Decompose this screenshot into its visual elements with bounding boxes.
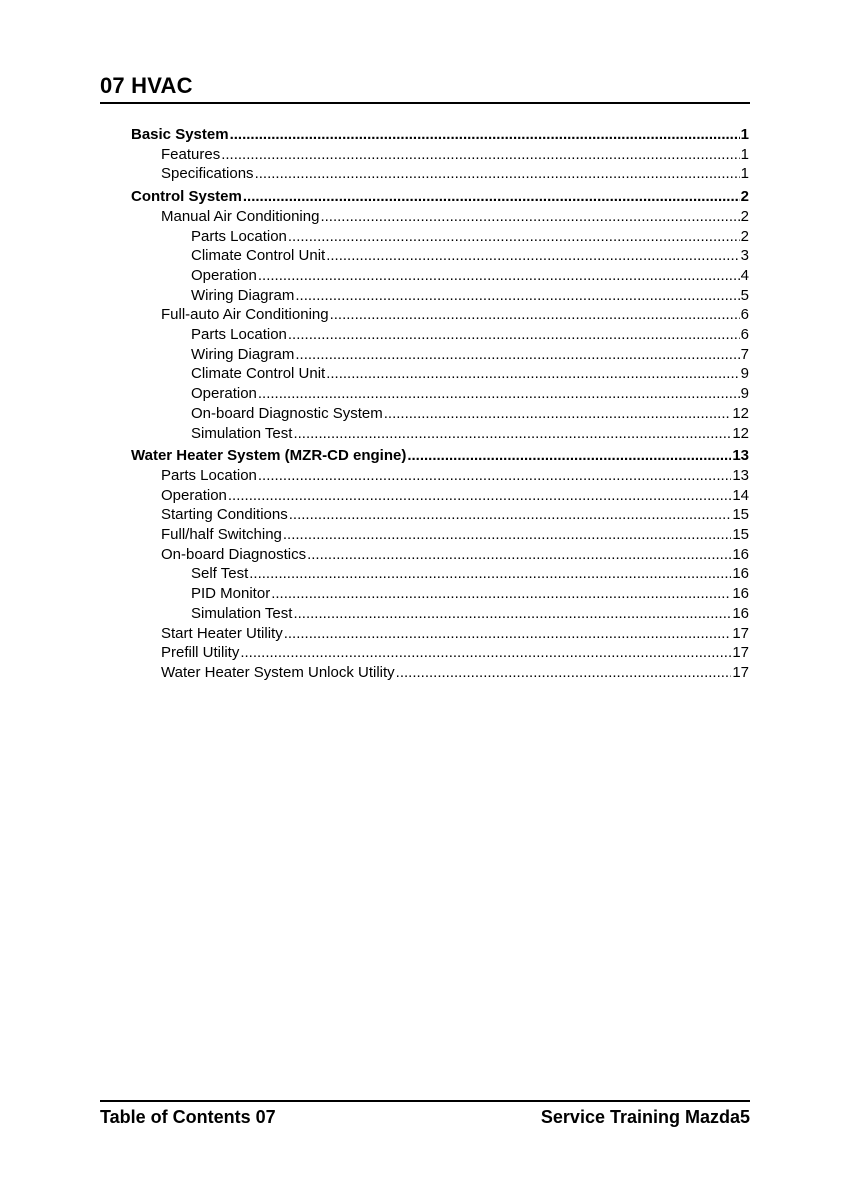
toc-entry[interactable] bbox=[131, 643, 749, 663]
toc-entry[interactable] bbox=[131, 207, 749, 227]
toc-entry-title: Parts Location bbox=[191, 326, 287, 344]
footer-left-text: Table of Contents 07 bbox=[100, 1107, 276, 1127]
toc-entry-page-number: 13 bbox=[732, 447, 749, 465]
toc-dot-leader bbox=[288, 325, 740, 345]
toc-entry-page-number: 1 bbox=[740, 165, 749, 183]
toc-dot-leader bbox=[228, 486, 731, 506]
toc-entry-title: Start Heater Utility bbox=[161, 624, 283, 642]
toc-entry[interactable] bbox=[131, 364, 749, 384]
toc-entry[interactable] bbox=[131, 227, 749, 247]
toc-dot-leader bbox=[293, 424, 731, 444]
toc-entry-title: On-board Diagnostic System bbox=[191, 404, 383, 422]
toc-entry-title: PID Monitor bbox=[191, 585, 271, 603]
toc-entry-title: Full-auto Air Conditioning bbox=[161, 306, 329, 324]
toc-dot-leader bbox=[258, 466, 731, 486]
toc-entry-title: Parts Location bbox=[191, 227, 287, 245]
toc-dot-leader bbox=[384, 404, 732, 424]
toc-entry-title: Self Test bbox=[191, 565, 249, 583]
toc-entry-page-number: 16 bbox=[732, 585, 749, 603]
toc-entry-title: Climate Control Unit bbox=[191, 365, 326, 383]
page-footer bbox=[100, 1100, 750, 1129]
toc-entry-page-number: 2 bbox=[740, 227, 749, 245]
toc-dot-leader bbox=[293, 604, 731, 624]
toc-entry[interactable] bbox=[131, 525, 749, 545]
toc-entry[interactable] bbox=[131, 446, 749, 466]
toc-dot-leader bbox=[243, 187, 740, 207]
toc-entry-page-number: 1 bbox=[740, 145, 749, 163]
toc-entry-title: On-board Diagnostics bbox=[161, 545, 307, 563]
toc-entry[interactable] bbox=[131, 286, 749, 306]
toc-entry[interactable] bbox=[131, 584, 749, 604]
toc-entry-title: Full/half Switching bbox=[161, 526, 282, 544]
toc-entry-title: Features bbox=[161, 145, 221, 163]
toc-dot-leader bbox=[240, 643, 731, 663]
toc-entry-page-number: 15 bbox=[732, 506, 749, 524]
toc-dot-leader bbox=[230, 125, 740, 145]
toc-entry-page-number: 12 bbox=[732, 424, 749, 442]
toc-entry-title: Manual Air Conditioning bbox=[161, 207, 320, 225]
toc-entry-page-number: 15 bbox=[732, 526, 749, 544]
toc-dot-leader bbox=[283, 525, 731, 545]
toc-dot-leader bbox=[407, 446, 731, 466]
toc-entry-title: Water Heater System (MZR-CD engine) bbox=[131, 447, 407, 465]
toc-entry[interactable] bbox=[131, 266, 749, 286]
toc-entry[interactable] bbox=[131, 187, 749, 207]
toc-entry-title: Operation bbox=[161, 486, 227, 504]
toc-entry-page-number: 3 bbox=[740, 247, 749, 265]
toc-entry-title: Specifications bbox=[161, 165, 254, 183]
toc-entry-page-number: 16 bbox=[732, 604, 749, 622]
toc-entry[interactable] bbox=[131, 505, 749, 525]
toc-entry-title: Prefill Utility bbox=[161, 644, 240, 662]
toc-entry[interactable] bbox=[131, 404, 749, 424]
toc-entry[interactable] bbox=[131, 545, 749, 565]
toc-dot-leader bbox=[326, 246, 739, 266]
toc-entry[interactable] bbox=[131, 125, 749, 145]
toc-entry[interactable] bbox=[131, 486, 749, 506]
toc-entry-page-number: 16 bbox=[732, 545, 749, 563]
toc-entry[interactable] bbox=[131, 604, 749, 624]
toc-entry-page-number: 7 bbox=[740, 345, 749, 363]
toc-dot-leader bbox=[320, 207, 739, 227]
toc-entry-title: Wiring Diagram bbox=[191, 345, 295, 363]
toc-entry-page-number: 6 bbox=[740, 306, 749, 324]
toc-entry-page-number: 16 bbox=[732, 565, 749, 583]
toc-entry-page-number: 9 bbox=[740, 385, 749, 403]
toc-entry-page-number: 6 bbox=[740, 326, 749, 344]
toc-entry-page-number: 4 bbox=[740, 266, 749, 284]
toc-entry-title: Simulation Test bbox=[191, 424, 293, 442]
toc-entry-title: Operation bbox=[191, 266, 257, 284]
toc-entry[interactable] bbox=[131, 564, 749, 584]
toc-entry[interactable] bbox=[131, 624, 749, 644]
toc-entry-title: Starting Conditions bbox=[161, 506, 288, 524]
toc-entry-page-number: 9 bbox=[740, 365, 749, 383]
page-title: 07 HVAC bbox=[100, 73, 193, 98]
toc-entry-page-number: 13 bbox=[732, 466, 749, 484]
toc-entry[interactable] bbox=[131, 305, 749, 325]
toc-entry-page-number: 2 bbox=[740, 207, 749, 225]
toc-dot-leader bbox=[307, 545, 731, 565]
toc-entry[interactable] bbox=[131, 466, 749, 486]
toc-dot-leader bbox=[255, 164, 740, 184]
toc-entry-title: Control System bbox=[131, 188, 242, 206]
toc-entry-page-number: 14 bbox=[732, 486, 749, 504]
toc-entry-title: Wiring Diagram bbox=[191, 286, 295, 304]
toc-entry[interactable] bbox=[131, 663, 749, 683]
toc-entry-page-number: 2 bbox=[740, 188, 749, 206]
toc-entry[interactable] bbox=[131, 325, 749, 345]
table-of-contents bbox=[131, 125, 749, 683]
toc-entry[interactable] bbox=[131, 384, 749, 404]
toc-entry[interactable] bbox=[131, 424, 749, 444]
toc-dot-leader bbox=[288, 227, 740, 247]
toc-entry-title: Parts Location bbox=[161, 466, 257, 484]
toc-entry-page-number: 1 bbox=[740, 126, 749, 143]
toc-dot-leader bbox=[271, 584, 731, 604]
toc-dot-leader bbox=[295, 286, 739, 306]
toc-dot-leader bbox=[258, 266, 740, 286]
toc-dot-leader bbox=[284, 624, 732, 644]
toc-entry[interactable] bbox=[131, 145, 749, 165]
toc-entry-page-number: 17 bbox=[732, 644, 749, 662]
toc-entry-page-number: 5 bbox=[740, 286, 749, 304]
toc-entry-page-number: 12 bbox=[732, 404, 749, 422]
toc-entry-title: Operation bbox=[191, 385, 257, 403]
footer-right-text: Service Training Mazda5 bbox=[540, 1107, 750, 1127]
toc-dot-leader bbox=[258, 384, 740, 404]
toc-entry-title: Climate Control Unit bbox=[191, 247, 326, 265]
toc-entry-title: Basic System bbox=[131, 126, 229, 143]
toc-entry[interactable] bbox=[131, 164, 749, 184]
toc-entry-title: Water Heater System Unlock Utility bbox=[161, 663, 395, 681]
toc-dot-leader bbox=[289, 505, 732, 525]
toc-entry[interactable] bbox=[131, 345, 749, 365]
toc-dot-leader bbox=[295, 345, 739, 365]
toc-dot-leader bbox=[326, 364, 739, 384]
toc-entry-page-number: 17 bbox=[732, 663, 749, 681]
toc-entry[interactable] bbox=[131, 246, 749, 266]
toc-dot-leader bbox=[249, 564, 731, 584]
toc-dot-leader bbox=[396, 663, 732, 683]
page-header bbox=[100, 72, 750, 104]
toc-dot-leader bbox=[330, 305, 740, 325]
toc-dot-leader bbox=[221, 145, 739, 165]
toc-entry-title: Simulation Test bbox=[191, 604, 293, 622]
toc-entry-page-number: 17 bbox=[732, 624, 749, 642]
